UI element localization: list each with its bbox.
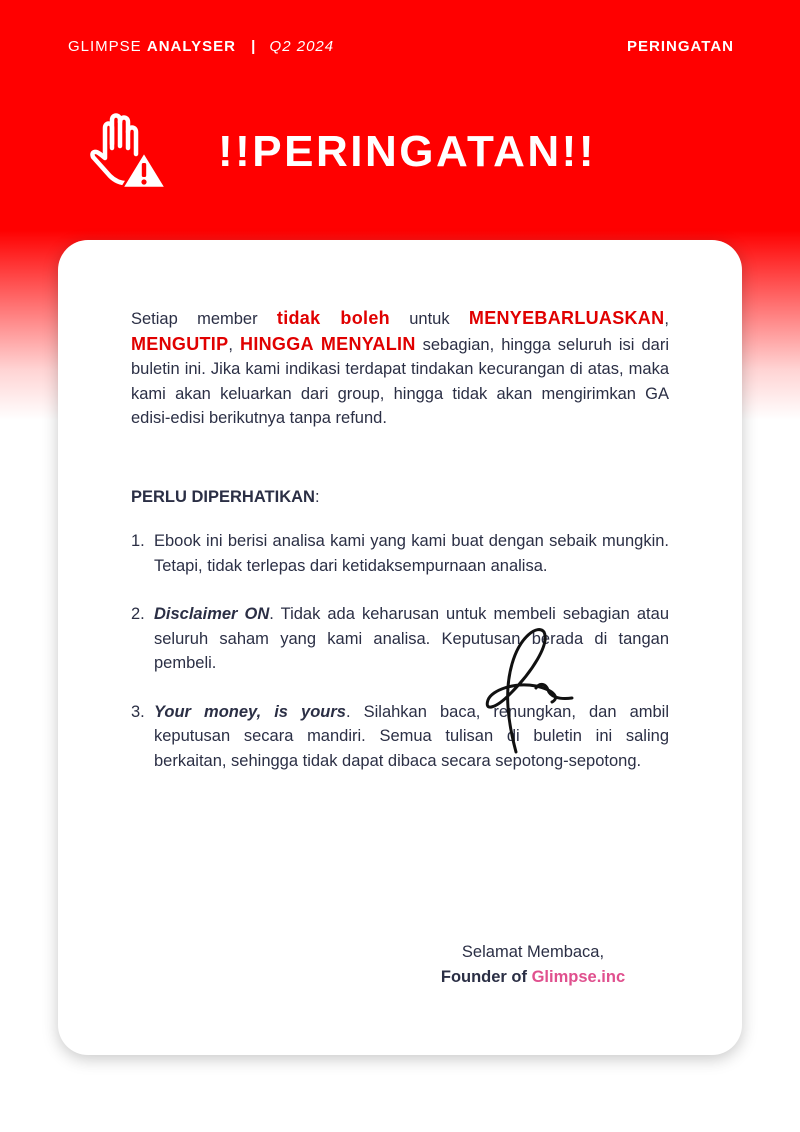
notice-card	[58, 240, 742, 1055]
list-item	[131, 700, 669, 774]
list-item-text: Ebook ini berisi analisa kami yang kami buat dengan sebaik mungkin. Tetapi, tidak terlepas dari ketidaksempurnaan analisa.	[154, 532, 669, 575]
highlight-tidak-boleh: tidak boleh	[276, 308, 390, 328]
list-number: 3.	[131, 702, 145, 721]
intro-text: ,	[228, 335, 241, 354]
signoff-greeting: Selamat Membaca,	[461, 943, 605, 961]
hero-title: !!PERINGATAN!!	[218, 127, 596, 176]
notice-heading	[131, 485, 669, 510]
brand-separator: |	[251, 38, 257, 55]
founder-prefix: Founder of	[440, 968, 532, 986]
notice-content	[131, 306, 669, 797]
highlight-mengutip: MENGUTIP	[131, 333, 229, 354]
brand	[68, 38, 334, 55]
list-item	[131, 529, 669, 578]
signoff	[418, 940, 648, 990]
list-item-text: . Tidak ada keharusan untuk membeli sebagian atau seluruh saham yang kami analisa. Keputusan berada di tangan pembeli.	[154, 605, 669, 672]
notice-heading-colon: :	[314, 487, 320, 506]
notice-heading-text: PERLU DIPERHATIKAN	[131, 487, 315, 506]
list-item-text: . Silahkan baca, renungkan, dan ambil keputusan secara mandiri. Semua tulisan di buletin ini saling berkaitan, sehingga tidak dapat dibaca secara sepotong-sepotong.	[154, 702, 670, 770]
top-bar	[68, 38, 734, 58]
list-item-lead: Your money, is yours	[154, 702, 346, 721]
intro-text: sebagian, hingga seluruh isi dari buletin ini. Jika kami indikasi terdapat tindakan kecurangan di atas, maka kami akan keluarkan dari group, hingga tidak akan mengirimkan GA edisi-edisi berikutnya tanpa refund.	[131, 335, 669, 427]
signoff-founder	[418, 965, 648, 990]
list-number: 1.	[131, 532, 145, 550]
hand-warning-icon	[86, 110, 170, 190]
list-number: 2.	[131, 605, 145, 623]
section-label: PERINGATAN	[627, 38, 734, 55]
highlight-menyebarluaskan: MENYEBARLUASKAN	[468, 308, 665, 328]
company-name: Glimpse.inc	[531, 968, 626, 986]
intro-text: Setiap member	[131, 310, 277, 328]
list-item	[131, 602, 669, 676]
highlight-hingga-menyalin: HINGGA MENYALIN	[240, 333, 416, 354]
intro-paragraph	[131, 306, 669, 431]
brand-name-bold: ANALYSER	[146, 38, 236, 55]
list-item-lead: Disclaimer ON	[154, 605, 270, 623]
intro-text: ,	[664, 310, 670, 328]
intro-text: untuk	[389, 310, 469, 328]
notice-list	[131, 529, 669, 773]
period-label: Q2 2024	[269, 38, 335, 55]
handwritten-signature	[428, 612, 588, 772]
brand-name-light: GLIMPSE	[68, 38, 142, 55]
